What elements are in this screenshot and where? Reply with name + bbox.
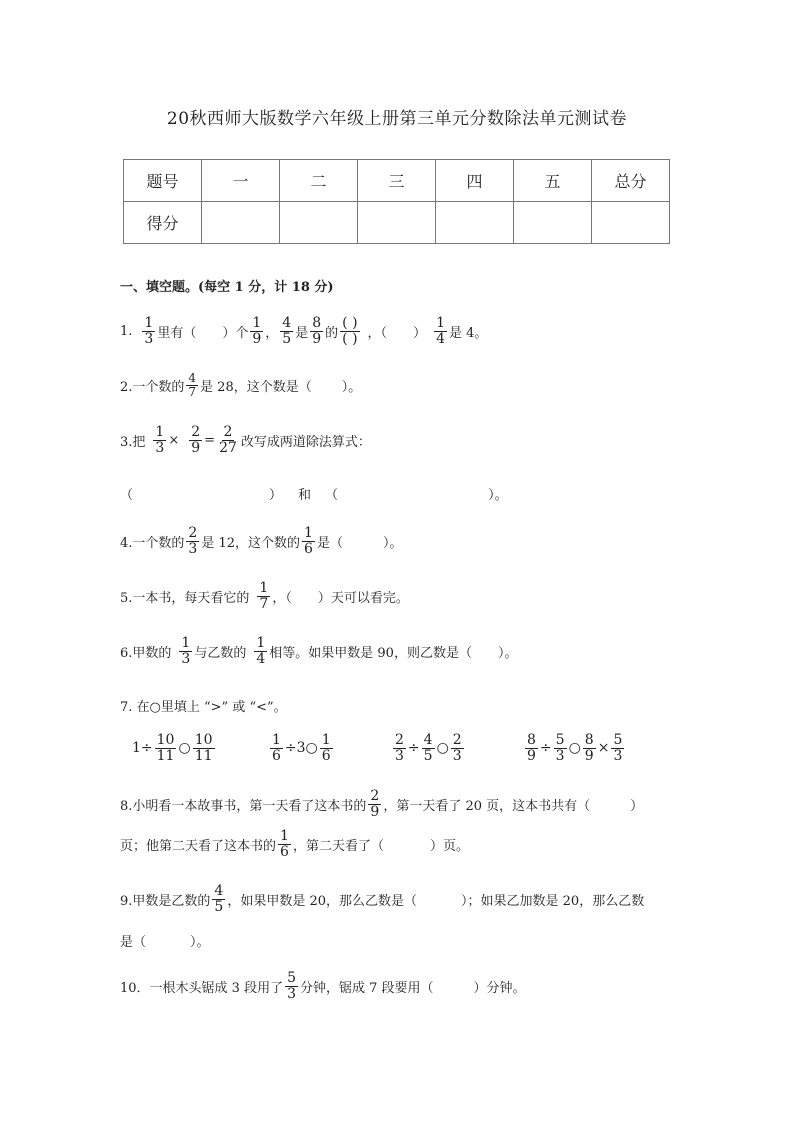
question-2: [120, 372, 361, 398]
score-header-cell: 三: [358, 160, 436, 202]
q6-text: ）。: [497, 645, 518, 661]
q6-text: 与乙数的: [194, 645, 247, 661]
q8-text: ，第二天看了（: [292, 838, 384, 854]
fraction: $\frac{8}{9}$: [527, 732, 536, 764]
q5-text: 5.一本书，每天看它的: [120, 590, 250, 606]
question-8-line-2: [120, 829, 469, 859]
q7-text: ÷: [407, 740, 420, 757]
q7-stem: 7. 在○里填上 “>” 或 “<”。: [120, 700, 287, 715]
q9-text: ）；如果乙加数是 20，那么乙数: [461, 893, 645, 909]
fraction: $\frac{1}{6}$: [272, 732, 281, 764]
q4-text: ）。: [382, 535, 403, 551]
score-header-cell: 四: [436, 160, 514, 202]
q10-text: 10．一根木头锯成 3 段用了: [120, 980, 284, 996]
q5-text: ，（: [272, 590, 292, 606]
fraction: $\frac{2}{27}$: [219, 424, 237, 456]
q6-text: 相等。如果甲数是 90，则乙数是（: [269, 645, 472, 661]
q10-text: 分钟，锯成 7 段要用（: [300, 980, 434, 996]
q8-text: ）页。: [429, 838, 469, 854]
q1-text: 是 4。: [449, 325, 488, 341]
q8-text: 页；他第二天看了这本书的: [120, 838, 277, 854]
q1-text: ，（: [367, 325, 388, 341]
section-heading: 一、填空题。(每空 1 分，计 18 分): [120, 280, 334, 295]
fraction: $\frac{1}{3}$: [155, 424, 165, 456]
fraction: $\frac{2}{9}$: [191, 424, 201, 456]
q9-text: 9.甲数是乙数的: [120, 893, 211, 909]
score-table: [123, 159, 670, 244]
score-table-header-row: [124, 160, 670, 202]
q6-text: 6.甲数的: [120, 645, 172, 661]
q1-text: ）: [413, 325, 427, 341]
q1-text: 1.: [120, 323, 133, 339]
fraction: $\frac{4}{5}$: [214, 883, 224, 915]
fraction: $\frac{4}{5}$: [282, 315, 292, 347]
q1-text: ，: [265, 325, 279, 341]
q9-text: ，如果甲数是 20，那么乙数是（: [227, 893, 418, 909]
score-header-cell: 五: [514, 160, 592, 202]
fraction: $\frac{1}{4}$: [436, 315, 445, 347]
fraction: $\frac{5}{3}$: [613, 732, 623, 764]
score-row-label: 得分: [124, 202, 202, 244]
fraction: $\frac{1}{6}$: [304, 525, 313, 557]
fraction: $\frac{1}{4}$: [256, 635, 266, 667]
q2-text: 是 28，这个数是（: [200, 379, 312, 395]
comparison-1: [132, 733, 217, 763]
q10-text: ）分钟。: [473, 980, 526, 996]
q1-text: 的: [325, 325, 339, 341]
compare-circle[interactable]: ○: [178, 740, 191, 757]
q1-text: 里有（: [157, 325, 197, 341]
fraction: $\frac{1}{6}$: [280, 828, 289, 860]
q2-text: 2.一个数的: [120, 379, 185, 395]
q8-text: 8.小明看一本故事书，第一天看了这本书的: [120, 798, 367, 814]
score-cell[interactable]: [280, 202, 358, 244]
comparison-3: [391, 733, 466, 763]
score-header-cell: 总分: [592, 160, 670, 202]
fraction: $\frac{8}{9}$: [584, 732, 594, 764]
score-cell[interactable]: [514, 202, 592, 244]
fraction: $\frac{4}{5}$: [423, 732, 433, 764]
answer-bracket: （: [120, 488, 134, 503]
question-7: [120, 696, 287, 715]
times-sign: ×: [168, 432, 180, 448]
question-1: [120, 316, 487, 346]
question-4: [120, 526, 402, 556]
q8-text: ，第一天看了 20 页，这本书共有（: [383, 798, 591, 814]
fraction: $\frac{4}{7}$: [188, 371, 197, 399]
answer-bracket: （: [325, 488, 339, 503]
question-3-answer-line: [120, 484, 508, 503]
fraction: $\frac{1}{6}$: [321, 732, 331, 764]
fraction: $\frac{2}{3}$: [188, 525, 198, 557]
fraction: $\frac{5}{3}$: [555, 732, 565, 764]
fraction: $\frac{( )}{( )}$: [342, 315, 358, 347]
times-sign: ×: [597, 740, 610, 757]
question-6: [120, 636, 517, 666]
score-header-cell: 二: [280, 160, 358, 202]
question-10: [120, 971, 526, 1001]
q4-text: 4.一个数的: [120, 535, 185, 551]
fraction: $\frac{1}{9}$: [252, 315, 262, 347]
q9-text: 是（: [120, 935, 147, 950]
fraction: $\frac{1}{3}$: [144, 315, 154, 347]
q7-text: 1÷: [132, 740, 153, 757]
fraction: $\frac{2}{3}$: [395, 732, 404, 764]
question-3: [120, 425, 371, 455]
question-5: [120, 581, 409, 611]
q1-text: ）个: [222, 325, 249, 341]
equals-sign: =: [204, 432, 216, 448]
fraction: $\frac{8}{9}$: [312, 315, 322, 347]
fraction: $\frac{2}{9}$: [370, 788, 380, 820]
score-header-cell: 一: [202, 160, 280, 202]
fraction: $\frac{10}{11}$: [156, 732, 175, 764]
q1-text: 是: [295, 325, 309, 341]
q5-text: ）天可以看完。: [317, 590, 409, 606]
question-9-line-2: [120, 931, 210, 950]
fraction: $\frac{2}{3}$: [452, 732, 462, 764]
score-table-score-row: [124, 202, 670, 244]
question-8: [120, 789, 643, 819]
comparison-4: [523, 733, 626, 763]
q7-text[interactable]: ÷3○: [284, 740, 318, 757]
q4-text: 是（: [316, 535, 343, 551]
page-title: 20秋西师大版数学六年级上册第三单元分数除法单元测试卷: [166, 109, 628, 129]
score-cell[interactable]: [436, 202, 514, 244]
q3-text: 3.把: [120, 434, 146, 450]
fraction: $\frac{5}{3}$: [287, 970, 296, 1002]
q3-text: 改写成两道除法算式：: [240, 434, 371, 450]
q7-text: ÷: [539, 740, 552, 757]
q2-text: ）。: [341, 379, 362, 395]
compare-circle[interactable]: ○: [568, 740, 581, 757]
q4-text: 是 12，这个数的: [201, 535, 301, 551]
answer-bracket: ）: [269, 488, 283, 503]
q3-text: 和: [298, 488, 312, 503]
q8-text: ）: [630, 798, 644, 814]
fraction: $\frac{1}{3}$: [181, 635, 191, 667]
q9-text: ）。: [190, 935, 210, 950]
answer-bracket: ）。: [488, 488, 508, 503]
compare-circle[interactable]: ○: [436, 740, 449, 757]
score-cell[interactable]: [358, 202, 436, 244]
fraction: $\frac{10}{11}$: [194, 732, 213, 764]
fraction: $\frac{1}{7}$: [259, 580, 269, 612]
question-9: [120, 884, 644, 914]
comparison-2: [268, 733, 335, 763]
score-cell[interactable]: [202, 202, 280, 244]
score-header-cell: 题号: [124, 160, 202, 202]
score-cell[interactable]: [592, 202, 670, 244]
